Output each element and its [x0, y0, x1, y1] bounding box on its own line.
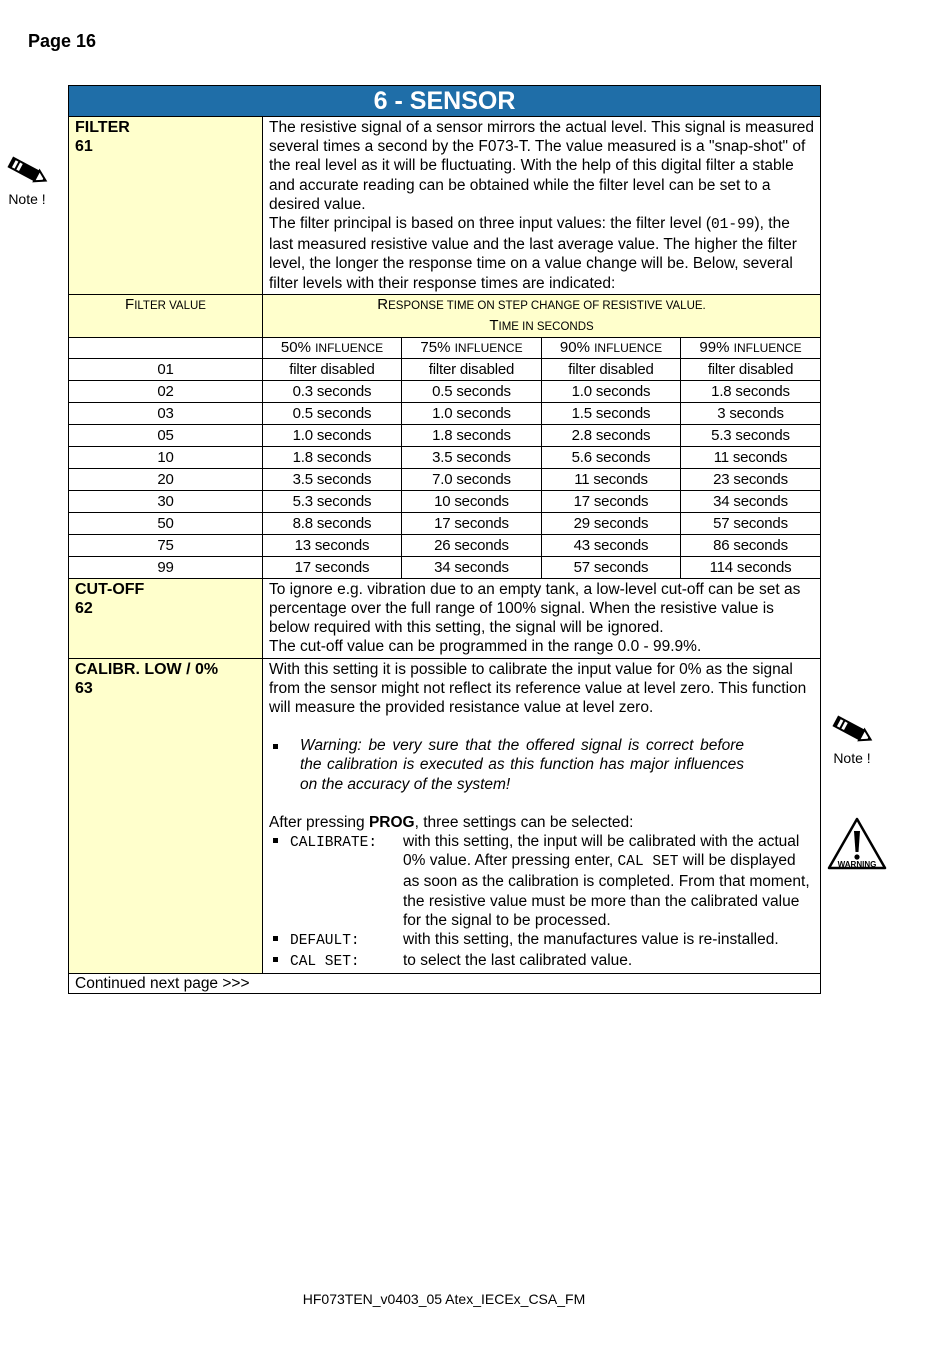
cutoff-description [263, 578, 821, 658]
document-footer: HF073TEN_v0403_05 Atex_IECEx_CSA_FM [302, 1291, 586, 1307]
influence-pct: 99% [699, 338, 730, 356]
table-row [69, 358, 821, 380]
prog-key-label: PROG [368, 813, 415, 831]
influence-pct: 90% [559, 338, 590, 356]
note-pencil-icon [828, 714, 876, 750]
response-time-cell: 34 seconds [402, 556, 542, 578]
response-time-cell: 26 seconds [402, 534, 542, 556]
sensor-settings-table [68, 85, 821, 994]
cutoff-setting-row [69, 578, 821, 658]
filter-description [263, 117, 821, 295]
influence-header [402, 337, 542, 358]
response-time-cell: 3.5 seconds [402, 446, 542, 468]
calibr-name: CALIBR. LOW / 0% [75, 660, 219, 678]
response-time-cell: filter disabled [402, 358, 542, 380]
table-row [69, 512, 821, 534]
note-label: Note ! [8, 191, 46, 207]
after-prog-line [269, 813, 814, 832]
warning-sign [826, 816, 888, 869]
option-key: CAL SET: [290, 954, 360, 971]
option-key: CALIBRATE: [290, 835, 378, 852]
filter-desc-a: The resistive signal of a sensor mirrors the actual level. This signal is measured several times a second by the F073-T. The value measured is a "snap-shot" of the real level as it will be fluctuating. With the help of this digital filter a stable and accurate reading can be obtained while the filter level can be set to a desired value. [269, 119, 815, 213]
table-row [69, 424, 821, 446]
response-time-cell: 11 seconds [542, 468, 681, 490]
filter-desc-b-end: ), the last measured resistive value and the last average value. The higher the filter level, the longer the response time on a value change will be. Below, several filter levels with their response times are indicated: [269, 215, 797, 292]
response-time-cell: 1.5 seconds [542, 402, 681, 424]
response-time-header [263, 294, 821, 337]
bullet-icon [273, 936, 278, 941]
filter-level-cell: 50 [69, 512, 263, 534]
response-time-cell: 86 seconds [681, 534, 821, 556]
response-time-cell: 34 seconds [681, 490, 821, 512]
filter-level-cell: 01 [69, 358, 263, 380]
calibr-code: 63 [75, 679, 93, 697]
influence-blank-cell [69, 337, 263, 358]
header-rest: ILTER VALUE [134, 299, 206, 312]
influence-header-row [69, 337, 821, 358]
option-cal-set-label: CAL SET [617, 854, 679, 871]
filter-param-cell [69, 117, 263, 295]
filter-level-cell: 03 [69, 402, 263, 424]
calibr-low-setting-row [69, 658, 821, 974]
influence-header [263, 337, 402, 358]
section-title: 6 - SENSOR [69, 86, 821, 117]
table-row [69, 490, 821, 512]
table-row [69, 468, 821, 490]
response-time-cell: 5.6 seconds [542, 446, 681, 468]
filter-level-cell: 30 [69, 490, 263, 512]
header-initial: T [489, 316, 499, 334]
response-time-cell: filter disabled [542, 358, 681, 380]
response-time-cell: 57 seconds [681, 512, 821, 534]
after-prog-end: , three settings can be selected: [414, 813, 634, 831]
cutoff-desc-b: The cut-off value can be programmed in the range 0.0 - 99.9%. [269, 638, 702, 656]
option-description: to select the last calibrated value. [403, 952, 633, 970]
response-time-cell: 5.3 seconds [263, 490, 402, 512]
calibration-warning [269, 736, 814, 794]
response-time-cell: 29 seconds [542, 512, 681, 534]
table-row [69, 402, 821, 424]
response-time-cell: 3.5 seconds [263, 468, 402, 490]
response-time-cell: 17 seconds [542, 490, 681, 512]
response-time-cell: 1.0 seconds [263, 424, 402, 446]
bullet-icon [273, 744, 278, 749]
response-time-cell: 1.8 seconds [681, 380, 821, 402]
cutoff-param-cell [69, 578, 263, 658]
option-description [403, 832, 814, 930]
response-time-cell: filter disabled [263, 358, 402, 380]
table-row [69, 556, 821, 578]
response-time-cell: 17 seconds [263, 556, 402, 578]
continued-next-page: Continued next page >>> [69, 974, 821, 994]
influence-header [542, 337, 681, 358]
response-time-cell: 23 seconds [681, 468, 821, 490]
response-time-cell: 11 seconds [681, 446, 821, 468]
response-time-cell: 10 seconds [402, 490, 542, 512]
table-row [69, 380, 821, 402]
filter-value-header [69, 294, 263, 337]
filter-setting-row [69, 117, 821, 295]
cutoff-desc-a: To ignore e.g. vibration due to an empty tank, a low-level cut-off can be set as percentage over the full range of 100% signal. When the resistive value is below required with this setting, the signal will be ignored. [269, 580, 801, 637]
note-label: Note ! [833, 750, 871, 766]
bullet-icon [273, 957, 278, 962]
response-time-cell: filter disabled [681, 358, 821, 380]
note-right [826, 714, 878, 766]
response-time-cell: 13 seconds [263, 534, 402, 556]
response-time-cell: 2.8 seconds [542, 424, 681, 446]
response-time-cell: 1.8 seconds [402, 424, 542, 446]
option-calibrate [269, 832, 814, 930]
option-key: DEFAULT: [290, 933, 360, 950]
response-time-cell: 0.3 seconds [263, 380, 402, 402]
calibr-param-cell [69, 658, 263, 974]
note-left [2, 155, 52, 207]
option-description: with this setting, the manufactures value is re-installed. [403, 931, 779, 949]
response-time-cell: 7.0 seconds [402, 468, 542, 490]
filter-level-cell: 10 [69, 446, 263, 468]
note-pencil-icon [3, 155, 51, 191]
influence-pct: 75% [420, 338, 451, 356]
filter-desc-b-start: The filter principal is based on three input values: the filter level ( [269, 215, 711, 233]
calibr-desc-a: With this setting it is possible to calibrate the input value for 0% as the signal from the sensor might not reflect its reference value at level zero. This function will measure the provided resistance value at level zero. [269, 660, 807, 717]
response-time-cell: 8.8 seconds [263, 512, 402, 534]
filter-level-range: 01-99 [710, 217, 755, 234]
filter-desc-b [269, 214, 814, 293]
response-time-cell: 0.5 seconds [263, 402, 402, 424]
after-prog-start: After pressing [269, 813, 369, 831]
option-default [269, 930, 814, 951]
response-time-line1 [263, 295, 820, 316]
cutoff-name: CUT-OFF [75, 580, 145, 598]
filter-table-header [69, 294, 821, 337]
influence-word: INFLUENCE [733, 340, 802, 355]
cutoff-code: 62 [75, 599, 93, 617]
influence-word: INFLUENCE [594, 340, 663, 355]
response-time-cell: 0.5 seconds [402, 380, 542, 402]
continued-row [69, 974, 821, 994]
filter-level-cell: 20 [69, 468, 263, 490]
influence-word: INFLUENCE [454, 340, 523, 355]
response-time-line2 [263, 316, 820, 337]
filter-level-cell: 75 [69, 534, 263, 556]
header-rest: ESPONSE TIME ON STEP CHANGE OF RESISTIVE VALUE. [388, 299, 706, 312]
option-cal-set [269, 951, 814, 972]
filter-name: FILTER [75, 119, 130, 136]
header-rest: IME IN SECONDS [498, 320, 594, 333]
header-initial: F [125, 295, 135, 313]
option-text-end: will be displayed as soon as the calibration is completed. From that moment, the resistive value must be more than the calibrated value for the signal to be processed. [403, 852, 810, 929]
filter-level-cell: 05 [69, 424, 263, 446]
influence-pct: 50% [280, 338, 311, 356]
header-initial: R [377, 295, 389, 313]
response-time-cell: 17 seconds [402, 512, 542, 534]
response-time-cell: 1.8 seconds [263, 446, 402, 468]
warning-label: WARNING [837, 860, 877, 869]
response-time-cell: 3 seconds [681, 402, 821, 424]
table-row [69, 446, 821, 468]
filter-level-cell: 99 [69, 556, 263, 578]
page-number: Page 16 [28, 31, 97, 51]
response-time-cell: 1.0 seconds [402, 402, 542, 424]
response-time-cell: 1.0 seconds [542, 380, 681, 402]
calibr-description [263, 658, 821, 974]
filter-level-cell: 02 [69, 380, 263, 402]
option-text-start: with this setting, the input will be calibrated with the actual 0% value. After pressing enter, [403, 833, 800, 870]
response-time-cell: 43 seconds [542, 534, 681, 556]
filter-code: 61 [75, 138, 93, 155]
response-time-cell: 114 seconds [681, 556, 821, 578]
calibration-warning-text: Warning: be very sure that the offered signal is correct before the calibration is executed as this function has major influences on the accuracy of the system! [300, 737, 745, 793]
influence-header [681, 337, 821, 358]
response-time-cell: 57 seconds [542, 556, 681, 578]
response-time-cell: 5.3 seconds [681, 424, 821, 446]
table-row [69, 534, 821, 556]
bullet-icon [273, 838, 278, 843]
influence-word: INFLUENCE [315, 340, 384, 355]
